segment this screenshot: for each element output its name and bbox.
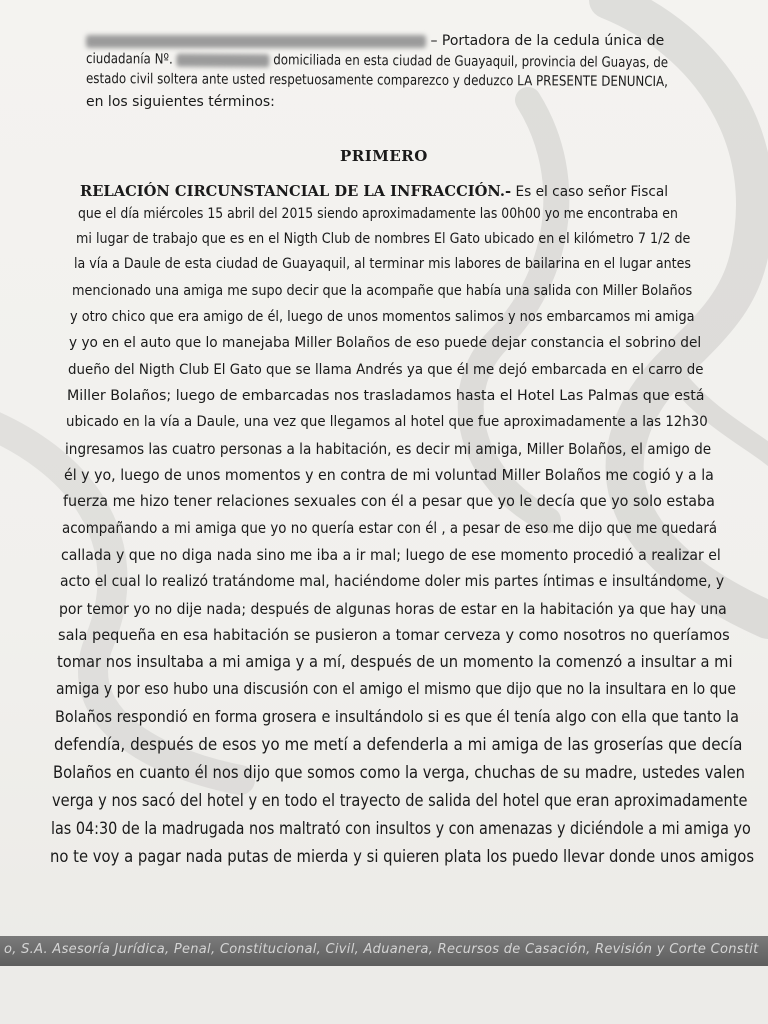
body-line-7: dueño del Nigth Club El Gato que se llama Andrés ya que él me dejó embarcada en el carro de	[68, 362, 704, 378]
header-text-2a: ciudadanía Nº.	[85, 51, 173, 68]
body-line-20: Bolaños respondió en forma grosera e insultándolo si es que él tenía algo con ella que tanto la	[55, 707, 739, 726]
body-line-0	[80, 182, 668, 201]
page-bottom-margin	[0, 966, 768, 1024]
body-line-16: por temor yo no dije nada; después de algunas horas de estar en la habitación ya que hay una	[59, 600, 727, 618]
header-text-2b: domiciliada en esta ciudad de Guayaquil, provincia del Guayas, de	[273, 52, 669, 72]
body-line-4: mencionado una amiga me supo decir que la acompañe que había una salida con Miller Bolaños	[72, 283, 693, 299]
body-line-15: acto el cual lo realizó tratándome mal, haciéndome doler mis partes íntimas e insultándome, y	[60, 572, 725, 590]
body-text-0: Es el caso señor Fiscal	[515, 184, 669, 200]
header-line-1	[86, 32, 664, 50]
body-line-21: defendía, después de esos yo me metí a defenderla a mi amiga de las groserías que decía	[54, 735, 743, 754]
body-line-18: tomar nos insultaba a mi amiga y a mí, después de un momento la comenzó a insultar a mi	[57, 652, 733, 671]
body-line-9: ubicado en la vía a Daule, una vez que llegamos al hotel que fue aproximadamente a las 12h30	[66, 414, 708, 430]
body-line-17: sala pequeña en esa habitación se pusieron a tomar cerveza y como nosotros no queríamos	[58, 626, 730, 644]
body-line-19: amiga y por eso hubo una discusión con el amigo el mismo que dijo que no la insultara en lo que	[56, 679, 736, 698]
body-line-22: Bolaños en cuanto él nos dijo que somos como la verga, chuchas de su madre, ustedes valen	[53, 763, 746, 782]
footer-text: o, S.A. Asesoría Jurídica, Penal, Constitucional, Civil, Aduanera, Recursos de Casación, Revisión y Corte Constit	[4, 942, 759, 957]
body-line-13: acompañando a mi amiga que yo no quería estar con él , a pesar de eso me dijo que me quedará	[62, 519, 718, 537]
body-line-10: ingresamos las cuatro personas a la habitación, es decir mi amiga, Miller Bolaños, el amigo de	[65, 440, 712, 458]
body-line-24: las 04:30 de la madrugada nos maltrató con insultos y con amenazas y diciéndole a mi amiga yo	[51, 819, 751, 839]
footer-band	[0, 936, 768, 966]
redacted-name	[86, 35, 426, 48]
body-line-8: Miller Bolaños; luego de embarcadas nos trasladamos hasta el Hotel Las Palmas que está	[67, 388, 705, 404]
body-line-6: y yo en el auto que lo manejaba Miller Bolaños de eso puede dejar constancia el sobrino del	[69, 335, 702, 351]
body-line-5: y otro chico que era amigo de él, luego de unos momentos salimos y nos embarcamos mi amiga	[70, 309, 695, 325]
header-line-2	[86, 50, 668, 72]
header-text-3: estado civil soltera ante usted respetuosamente comparezco y deduzco LA PRESENTE DENUNCIA,	[85, 71, 668, 91]
header-text-4: en los siguientes términos:	[86, 94, 275, 110]
body-line-23: verga y nos sacó del hotel y en todo el trayecto de salida del hotel que eran aproximadamente	[52, 791, 748, 810]
body-line-14: callada y que no diga nada sino me iba a ir mal; luego de ese momento procedió a realizar el	[61, 546, 721, 564]
body-line-3: la vía a Daule de esta ciudad de Guayaquil, al terminar mis labores de bailarina en el lugar antes	[74, 256, 691, 272]
body-line-2: mi lugar de trabajo que es en el Nigth Club de nombres El Gato ubicado en el kilómetro 7 1/2 de	[76, 231, 691, 247]
header-text-1: – Portadora de la cedula única de	[430, 33, 665, 49]
body-line-1: que el día miércoles 15 abril del 2015 siendo aproximadamente las 00h00 yo me encontraba en	[78, 206, 678, 222]
header-line-4	[86, 93, 275, 111]
subheading: RELACIÓN CIRCUNSTANCIAL DE LA INFRACCIÓN.-	[80, 182, 512, 200]
section-heading: PRIMERO	[340, 147, 428, 165]
header-line-3	[86, 70, 668, 91]
body-line-25: no te voy a pagar nada putas de mierda y si quieren plata los puedo llevar donde unos amigos	[50, 847, 755, 867]
body-line-11: él y yo, luego de unos momentos y en contra de mi voluntad Miller Bolaños me cogió y a la	[64, 466, 714, 484]
body-line-12: fuerza me hizo tener relaciones sexuales con él a pesar que yo le decía que yo solo estaba	[63, 492, 715, 510]
redacted-id-number	[176, 53, 269, 67]
